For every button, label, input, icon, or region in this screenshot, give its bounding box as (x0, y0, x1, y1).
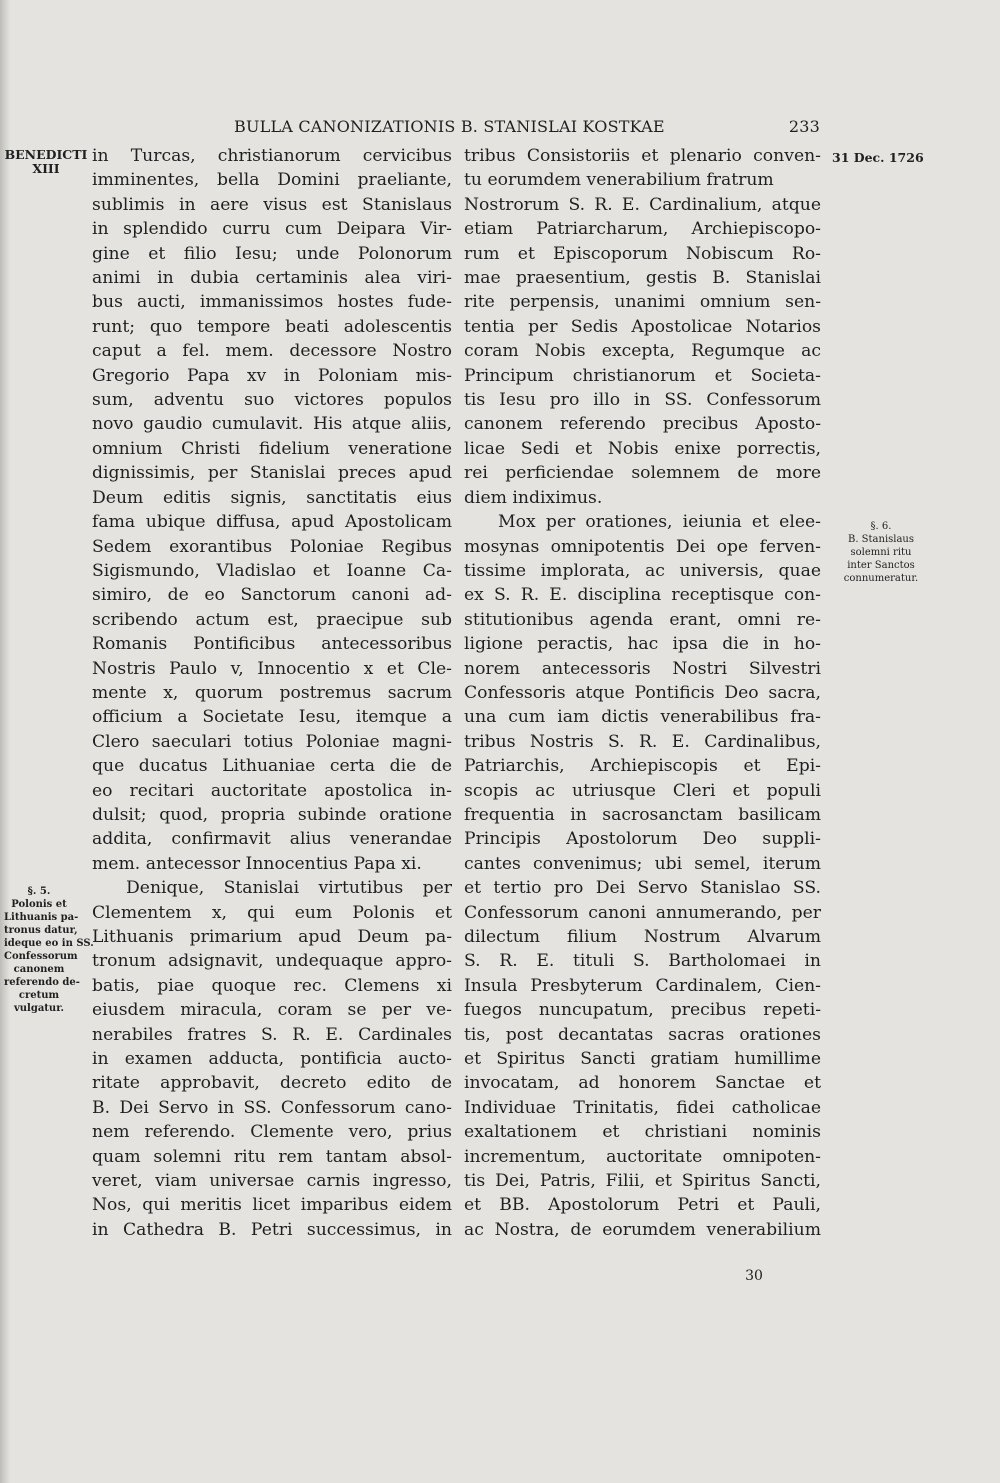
running-title: BULLA CANONIZATIONIS B. STANISLAI KOSTKAE (234, 117, 665, 136)
text-line: et BB. Apostolorum Petri et Pauli, (464, 1195, 821, 1216)
side-note-line: connumeratur. (843, 573, 919, 584)
side-note-line: inter Sanctos (847, 560, 915, 571)
text-line: tissime implorata, ac universis, quae (464, 560, 821, 581)
text-line: mae praesentium, gestis B. Stanislai (464, 268, 821, 289)
text-line: mente x, quorum postremus sacrum (92, 682, 452, 703)
text-line: tis, post decantatas sacras orationes (464, 1024, 821, 1045)
text-line: imminentes, bella Domini praeliante, (92, 170, 452, 191)
text-line: mem. antecessor Innocentius Papa xi. (92, 853, 422, 874)
text-line: que ducatus Lithuaniae certa die de (92, 756, 452, 777)
text-line: Confessoris atque Pontificis Deo sacra, (464, 682, 821, 703)
text-line: una cum iam dictis venerabilibus fra- (464, 707, 821, 728)
text-line: Confessorum canoni annumerando, per (464, 902, 821, 923)
text-line: ligione peractis, hac ipsa die in ho- (464, 634, 821, 655)
text-line: caput a fel. mem. decessore Nostro (92, 341, 452, 362)
text-line: Denique, Stanislai virtutibus per (126, 878, 452, 899)
side-note-line: §. 6. (870, 521, 892, 532)
text-line: B. Dei Servo in SS. Confessorum cano- (92, 1097, 452, 1118)
text-line: dignissimis, per Stanislai preces apud (92, 463, 452, 484)
text-line: frequentia in sacrosanctam basilicam (464, 804, 821, 825)
text-line: invocatam, ad honorem Sanctae et (464, 1073, 821, 1094)
text-line: tentia per Sedis Apostolicae Notarios (464, 316, 821, 337)
text-line: veret, viam universae carnis ingresso, (92, 1171, 452, 1192)
margin-pope-name-line: XIII (32, 161, 60, 176)
text-line: omnium Christi fidelium veneratione (92, 438, 452, 459)
side-note-line: B. Stanislaus (847, 534, 915, 545)
text-line: Romanis Pontificibus antecessoribus (92, 634, 452, 655)
margin-pope-name (0, 148, 92, 176)
text-line: Nostrorum S. R. E. Cardinalium, atque (464, 194, 821, 215)
text-line: runt; quo tempore beati adolescentis (92, 316, 452, 337)
text-line: canonem referendo precibus Aposto- (464, 414, 821, 435)
side-note-line: tronus datur, (4, 925, 78, 936)
text-line: tis Dei, Patris, Filii, et Spiritus Sancti, (464, 1171, 821, 1192)
text-line: ritate approbavit, decreto edito de (92, 1073, 452, 1094)
side-note-line: vulgatur. (13, 1003, 65, 1014)
text-line: tribus Consistoriis et plenario conven- (464, 146, 821, 166)
text-line: cantes convenimus; ubi semel, iterum (464, 853, 821, 874)
text-line: fuegos nuncupatum, precibus repeti- (464, 1000, 821, 1021)
side-note-line: solemni ritu (850, 547, 912, 558)
left-text-column (92, 144, 452, 1242)
text-line: in Cathedra B. Petri successimus, in (92, 1219, 452, 1240)
text-line: addita, confirmavit alius venerandae (92, 829, 452, 850)
side-note-line: Lithuanis pa- (4, 912, 79, 923)
text-line: ex S. R. E. disciplina receptisque con- (464, 585, 821, 606)
text-line: tu eorumdem venerabilium fratrum (464, 170, 774, 191)
text-line: Mox per orationes, ieiunia et elee- (498, 512, 821, 533)
text-line: tribus Nostris S. R. E. Cardinalibus, (464, 731, 821, 752)
text-line: Principum christianorum et Societa- (464, 365, 821, 386)
text-line: scribendo actum est, praecipue sub (92, 609, 452, 630)
text-line: Individuae Trinitatis, fidei catholicae (464, 1097, 821, 1118)
side-note-line: Polonis et (11, 899, 67, 910)
text-line: Sedem exorantibus Poloniae Regibus (92, 536, 452, 557)
text-line: Nos, qui meritis licet imparibus eidem (92, 1195, 452, 1216)
text-line: ac Nostra, de eorumdem venerabilium (464, 1219, 821, 1240)
running-head (234, 117, 820, 141)
text-line: in splendido curru cum Deipara Vir- (92, 219, 452, 240)
text-line: norem antecessoris Nostri Silvestri (464, 658, 821, 679)
text-line: etiam Patriarcharum, Archiepiscopo- (464, 219, 821, 240)
text-line: tis Iesu pro illo in SS. Confessorum (464, 390, 821, 411)
text-line: eo recitari auctoritate apostolica in- (92, 780, 452, 801)
margin-pope-name-line: BENEDICTI (4, 147, 88, 162)
text-line: rum et Episcoporum Nobiscum Ro- (464, 243, 821, 264)
text-line: simiro, de eo Sanctorum canoni ad- (92, 585, 452, 606)
side-note-paragraph-6 (826, 520, 936, 585)
text-line: Patriarchis, Archiepiscopis et Epi- (464, 756, 821, 777)
text-line: quam solemni ritu rem tantam absol- (92, 1146, 452, 1167)
text-line: coram Nobis excepta, Regumque ac (464, 341, 821, 362)
text-line: Lithuanis primarium apud Deum pa- (92, 927, 452, 947)
text-line: Clero saeculari totius Poloniae magni- (92, 731, 452, 752)
right-text-column (464, 144, 821, 1242)
text-line: Clementem x, qui eum Polonis et (92, 902, 452, 923)
text-line: in Turcas, christianorum cervicibus (92, 146, 452, 166)
text-line: et tertio pro Dei Servo Stanislao SS. (464, 878, 821, 899)
text-line: tronum adsignavit, undequaque appro- (92, 951, 452, 972)
page-edge-shadow (0, 0, 10, 1483)
text-line: stitutionibus agenda erant, omni re- (464, 609, 821, 630)
text-line: eiusdem miracula, coram se per ve- (92, 1000, 452, 1021)
side-note-line: cretum (18, 990, 60, 1001)
text-line: scopis ac utriusque Cleri et populi (464, 780, 821, 801)
text-line: diem indiximus. (464, 487, 603, 508)
text-line: in examen adducta, pontificia aucto- (92, 1049, 452, 1070)
text-line: et Spiritus Sancti gratiam humillime (464, 1049, 821, 1070)
side-note-line: referendo de- (4, 977, 80, 988)
text-line: animi in dubia certaminis alea viri- (92, 268, 452, 289)
text-line: officium a Societate Iesu, itemque a (92, 707, 452, 728)
text-line: licae Sedi et Nobis enixe porrectis, (464, 438, 821, 459)
signature-mark: 30 (745, 1268, 763, 1284)
text-line: incrementum, auctoritate omnipoten- (464, 1146, 821, 1167)
text-line: S. R. E. tituli S. Bartholomaei in (464, 951, 821, 972)
text-line: Nostris Paulo v, Innocentio x et Cle- (92, 658, 452, 679)
text-line: Sigismundo, Vladislao et Ioanne Ca- (92, 560, 452, 581)
text-line: Insula Presbyterum Cardinalem, Cien- (464, 975, 821, 996)
side-note-line: ideque eo in SS. (4, 938, 94, 949)
text-line: exaltationem et christiani nominis (464, 1122, 821, 1143)
side-note-paragraph-5 (4, 885, 94, 1015)
text-line: rite perpensis, unanimi omnium sen- (464, 292, 821, 313)
text-line: bus aucti, immanissimos hostes fude- (92, 292, 452, 313)
text-line: Gregorio Papa xv in Poloniam mis- (92, 365, 452, 386)
text-line: fama ubique diffusa, apud Apostolicam (92, 512, 452, 533)
margin-date: 31 Dec. 1726 (832, 150, 924, 165)
text-line: nerabiles fratres S. R. E. Cardinales (92, 1024, 452, 1045)
text-line: rei perficiendae solemnem de more (464, 463, 821, 484)
page-number: 233 (788, 117, 820, 136)
text-line: sublimis in aere visus est Stanislaus (92, 194, 452, 215)
text-line: dulsit; quod, propria subinde oratione (92, 804, 452, 825)
text-line: batis, piae quoque rec. Clemens xi (92, 975, 452, 996)
text-line: gine et filio Iesu; unde Polonorum (92, 243, 452, 264)
text-line: mosynas omnipotentis Dei ope ferven- (464, 536, 821, 557)
text-line: Deum editis signis, sanctitatis eius (92, 487, 452, 508)
side-note-line: §. 5. (27, 886, 51, 897)
side-note-line: canonem (13, 964, 65, 975)
text-line: Principis Apostolorum Deo suppli- (464, 829, 821, 850)
text-line: nem referendo. Clemente vero, prius (92, 1122, 452, 1143)
text-line: dilectum filium Nostrum Alvarum (464, 927, 821, 947)
text-line: novo gaudio cumulavit. His atque aliis, (92, 414, 452, 435)
text-line: sum, adventu suo victores populos (92, 390, 452, 411)
side-note-line: Confessorum (4, 951, 78, 962)
